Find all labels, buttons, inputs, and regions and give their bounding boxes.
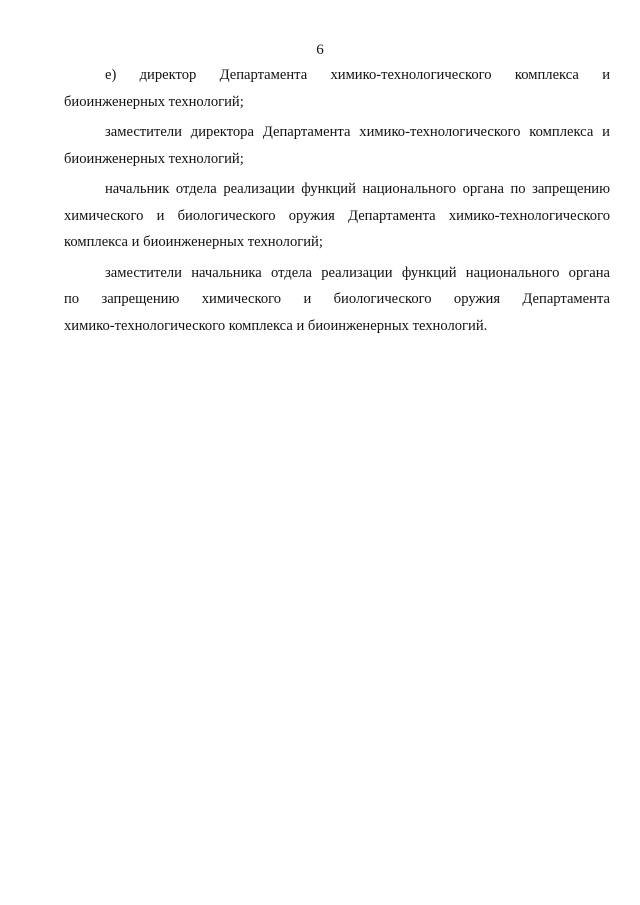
paragraph-department-head (64, 176, 610, 256)
paragraph-line: химического и биологического оружия Департамента химико-технологического (64, 207, 610, 224)
paragraph-line: начальник отдела реализации функций национального органа по запрещению (105, 181, 610, 197)
paragraph-line: заместители директора Департамента химико-технологического комплекса и (105, 124, 610, 140)
paragraph-director (64, 62, 610, 115)
paragraph-line: е) директор Департамента химико-технологического комплекса и (105, 67, 610, 83)
paragraph-line: биоинженерных технологий; (64, 150, 244, 167)
paragraph-line: биоинженерных технологий; (64, 93, 244, 110)
paragraph-deputy-heads (64, 260, 610, 340)
page-number: 6 (316, 42, 324, 58)
paragraph-line: химико-технологического комплекса и биоинженерных технологий. (64, 317, 488, 334)
paragraph-line: заместители начальника отдела реализации функций национального органа (105, 264, 610, 281)
paragraph-line: комплекса и биоинженерных технологий; (64, 234, 323, 250)
paragraph-deputy-directors (64, 119, 610, 172)
paragraph-line: по запрещению химического и биологического оружия Департамента (64, 291, 610, 307)
document-body (64, 62, 610, 343)
